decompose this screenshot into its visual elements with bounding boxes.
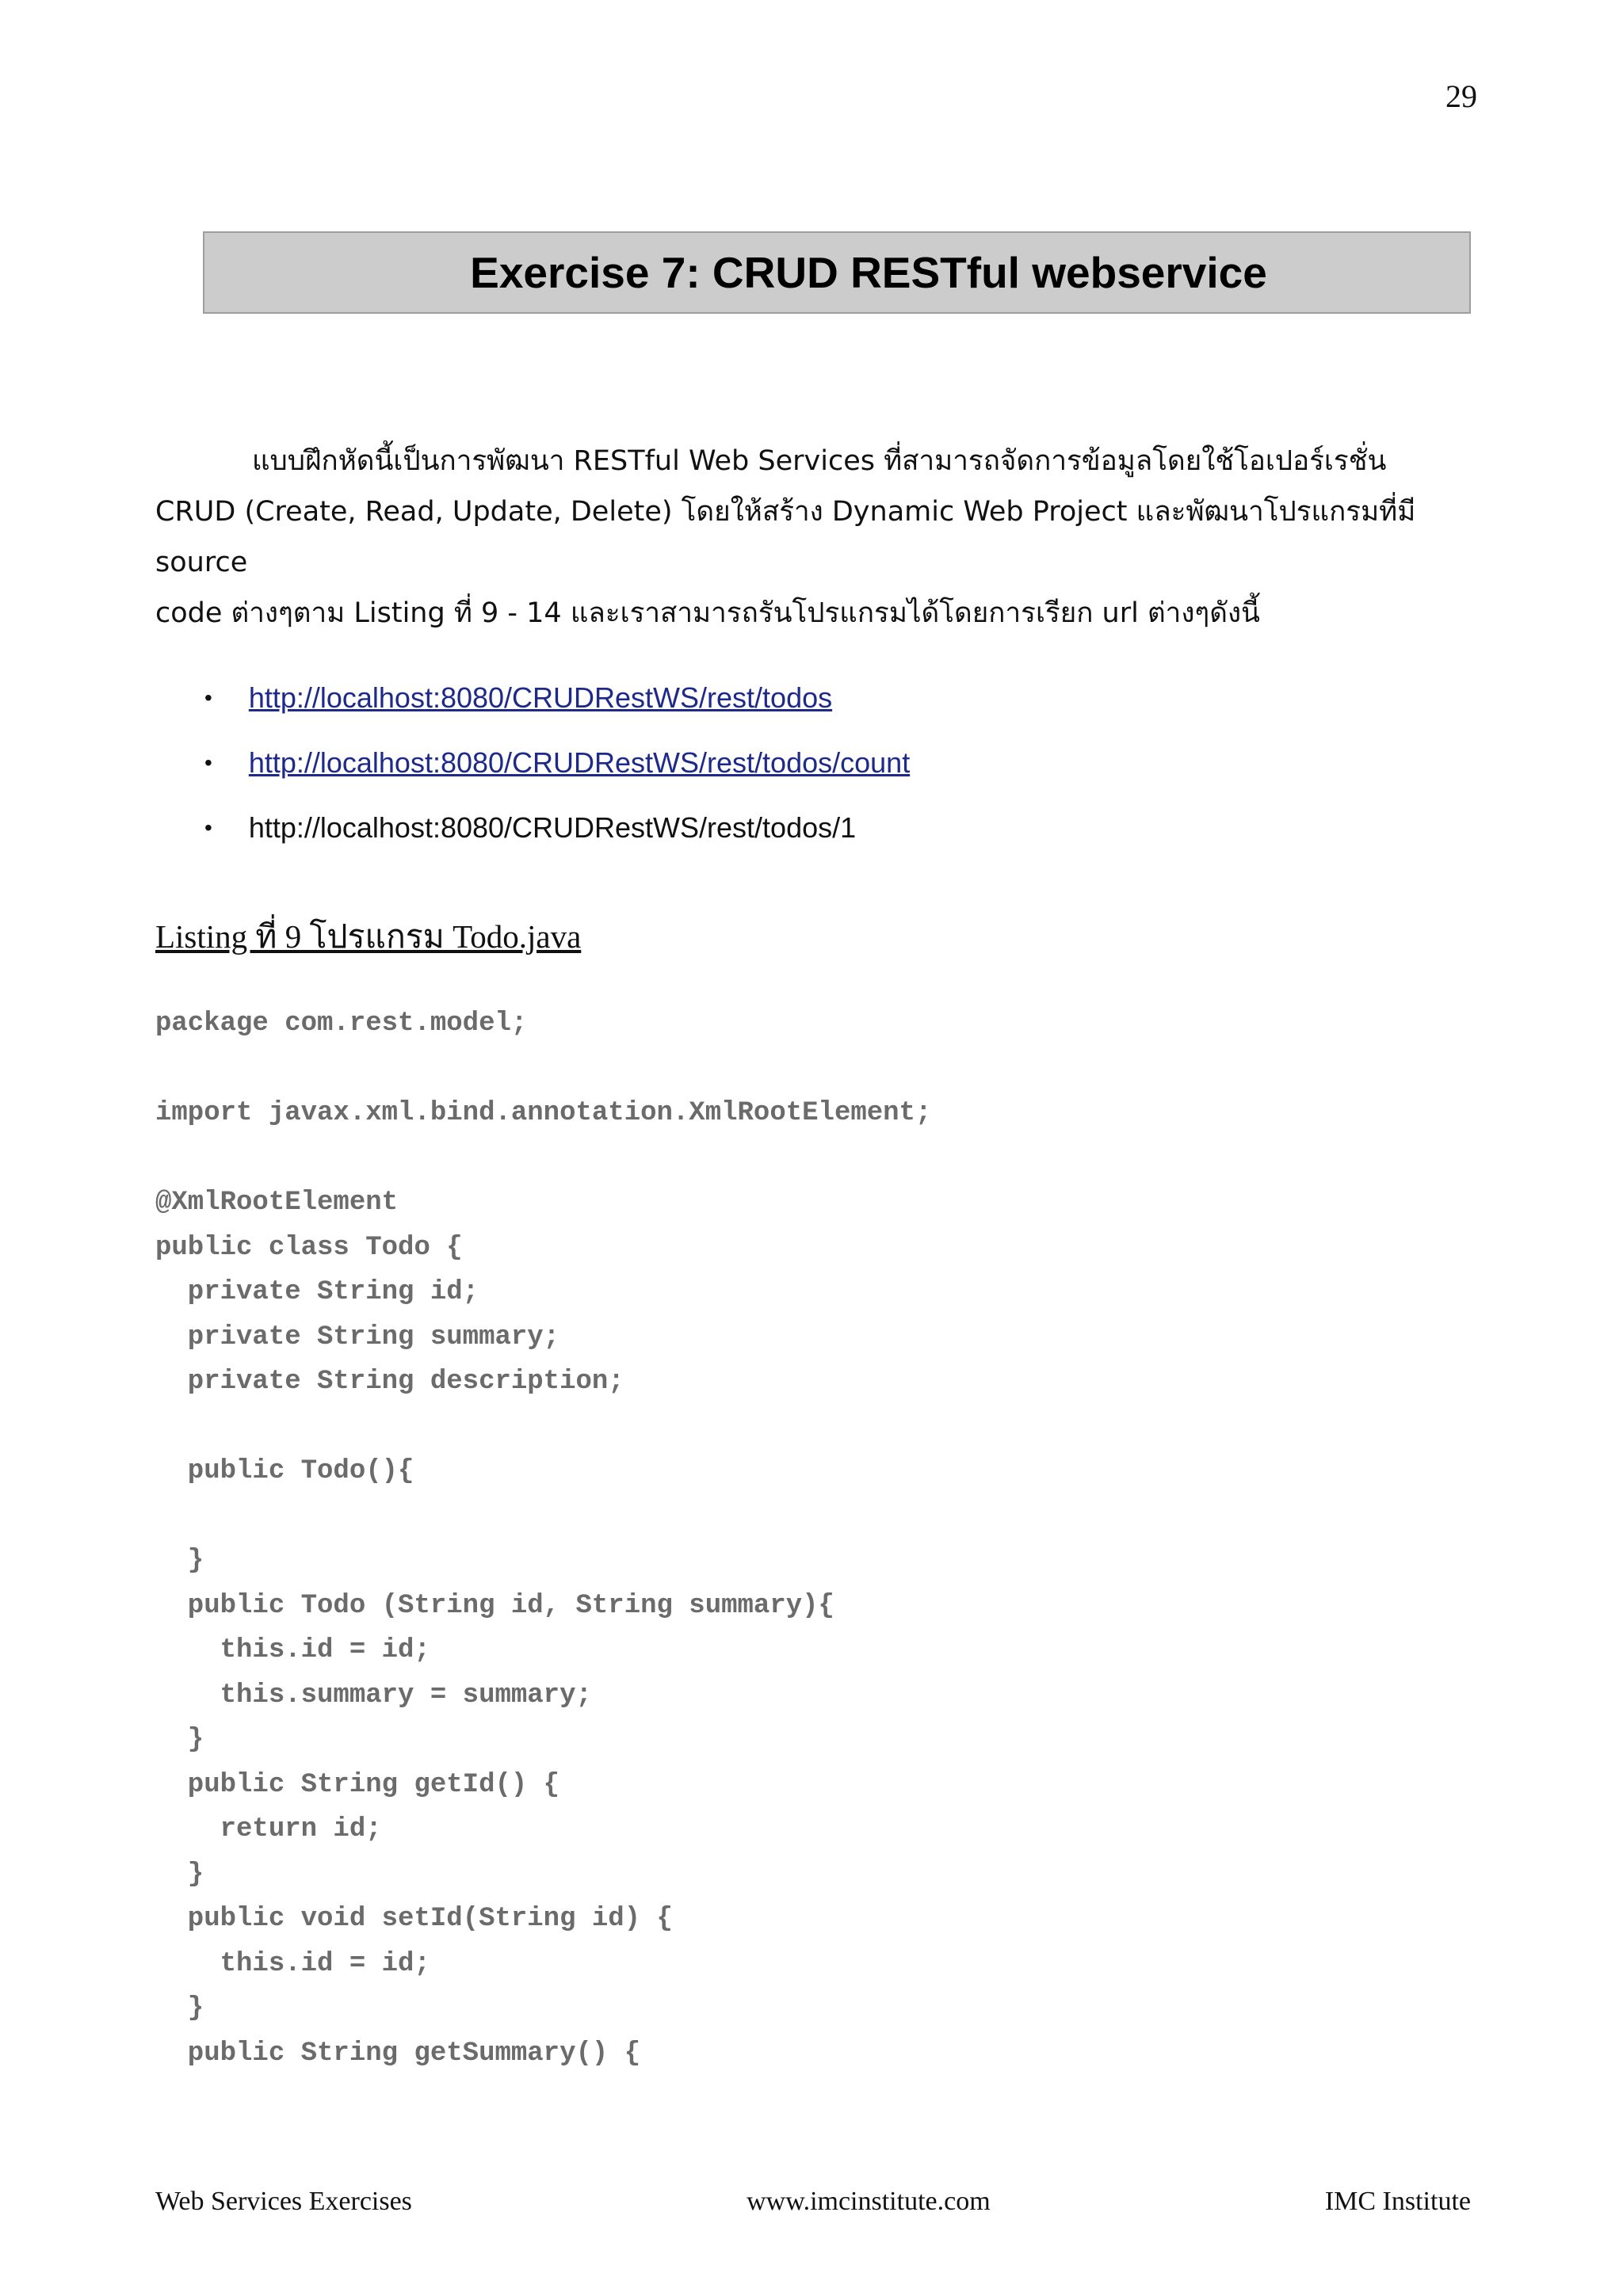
bullet-icon: • — [204, 815, 212, 840]
intro-line-2: CRUD (Create, Read, Update, Delete) โดยให้สร้าง Dynamic Web Project และพัฒนาโปรแกรมที่มี source — [155, 496, 1416, 578]
url-list-item — [155, 666, 910, 730]
intro-line-1: แบบฝึกหัดนี้เป็นการพัฒนา RESTful Web Services ที่สามารถจัดการข้อมูลโดยใช้โอเปอร์เรชั่น — [252, 445, 1387, 477]
todos-item-url: http://localhost:8080/CRUDRestWS/rest/todos/1 — [248, 811, 857, 844]
exercise-title: Exercise 7: CRUD RESTful webservice — [470, 248, 1267, 297]
page-footer — [155, 2187, 1471, 2217]
code-listing: package com.rest.model; import javax.xml.bind.annotation.XmlRootElement; @XmlRootElement public class Todo { private String id; private String summary; private String description; public Todo(){ } public Todo (String id, String summary){ this.id = id; this.summary = summary; } public String getId() { return id; } public void setId(String id) { this.id = id; } public String getSummary() { — [155, 1009, 932, 2069]
url-list — [155, 666, 910, 860]
intro-line-3: code ต่างๆตาม Listing ที่ 9 - 14 และเราสามารถรันโปรแกรมได้โดยการเรียก url ต่างๆดังนี้ — [155, 597, 1260, 629]
todos-count-link[interactable]: http://localhost:8080/CRUDRestWS/rest/todos/count — [248, 746, 911, 779]
url-list-item — [155, 730, 910, 795]
bullet-icon: • — [204, 685, 212, 710]
intro-paragraph — [155, 436, 1471, 639]
listing-heading: Listing ที่ 9 โปรแกรม Todo.java — [155, 918, 582, 955]
url-list-item — [155, 795, 910, 860]
footer-right: IMC Institute — [1324, 2187, 1471, 2216]
page-number: 29 — [1445, 78, 1477, 114]
bullet-icon: • — [204, 750, 212, 775]
todos-link[interactable]: http://localhost:8080/CRUDRestWS/rest/todos — [248, 681, 833, 714]
exercise-title-box — [203, 231, 1471, 314]
footer-center: www.imcinstitute.com — [747, 2187, 991, 2216]
footer-left: Web Services Exercises — [155, 2187, 412, 2216]
